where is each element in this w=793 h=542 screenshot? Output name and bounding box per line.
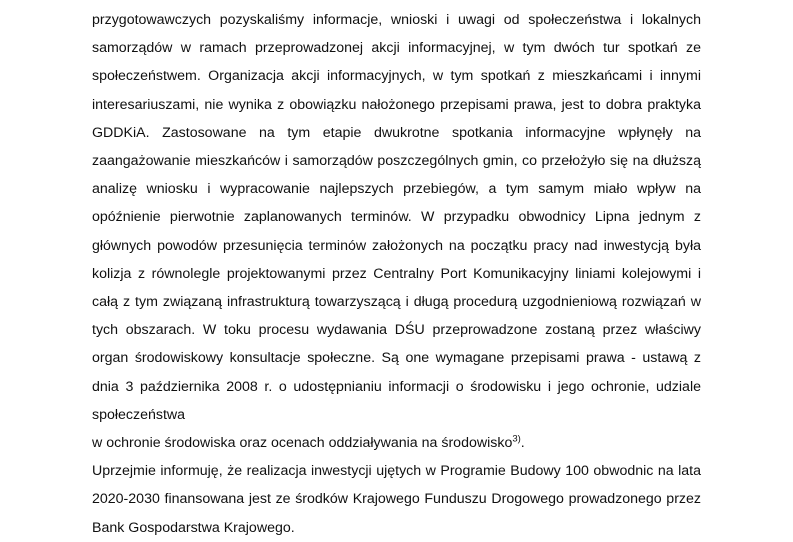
footnote-marker: 3) [512, 433, 521, 445]
paragraph-footnote-line [92, 429, 701, 457]
footnote-line-text: w ochronie środowiska oraz ocenach oddziaływania na środowisko [92, 435, 513, 452]
document-body [92, 6, 701, 542]
paragraph-closing: Uprzejmie informuję, że realizacja inwestycji ujętych w Programie Budowy 100 obwodnic na lata 2020-2030 finansowana jest ze środków Krajowego Funduszu Drogowego prowadzonego przez Bank Gospodarstwa Krajowego. [92, 463, 701, 536]
paragraph-main: przygotowawczych pozyskaliśmy informacje, wnioski i uwagi od społeczeństwa i lokalnych samorządów w ramach przeprowadzonej akcji informacyjnej, w tym dwóch tur spotkań ze społeczeństwem. Organizacja akcji informacyjnych, w tym spotkań z mieszkańcami i innymi interesariuszami, nie wynika z obowiązku nałożonego przepisami prawa, jest to dobra praktyka GDDKiA. Zastosowane na tym etapie dwukrotne spotkania informacyjne wpłynęły na zaangażowanie mieszkańców i samorządów poszczególnych gmin, co przełożyło się na dłuższą analizę wniosku i wypracowanie najlepszych przebiegów, a tym samym miało wpływ na opóźnienie pierwotnie zaplanowanych terminów. W przypadku obwodnicy Lipna jednym z głównych powodów przesunięcia terminów założonych na początku pracy nad inwestycją była kolizja z równolegle projektowanymi przez Centralny Port Komunikacyjny liniami kolejowymi i całą z tym związaną infrastrukturą towarzyszącą i długą procedurą uzgodnieniową rozwiązań w tych obszarach. W toku procesu wydawania DŚU przeprowadzone zostaną przez właściwy organ środowiskowy konsultacje społeczne. Są one wymagane przepisami prawa - ustawą z dnia 3 października 2008 r. o udostępnianiu informacji o środowisku i jego ochronie, udziale społeczeństwa [92, 12, 701, 423]
footnote-line-period: . [520, 435, 525, 452]
